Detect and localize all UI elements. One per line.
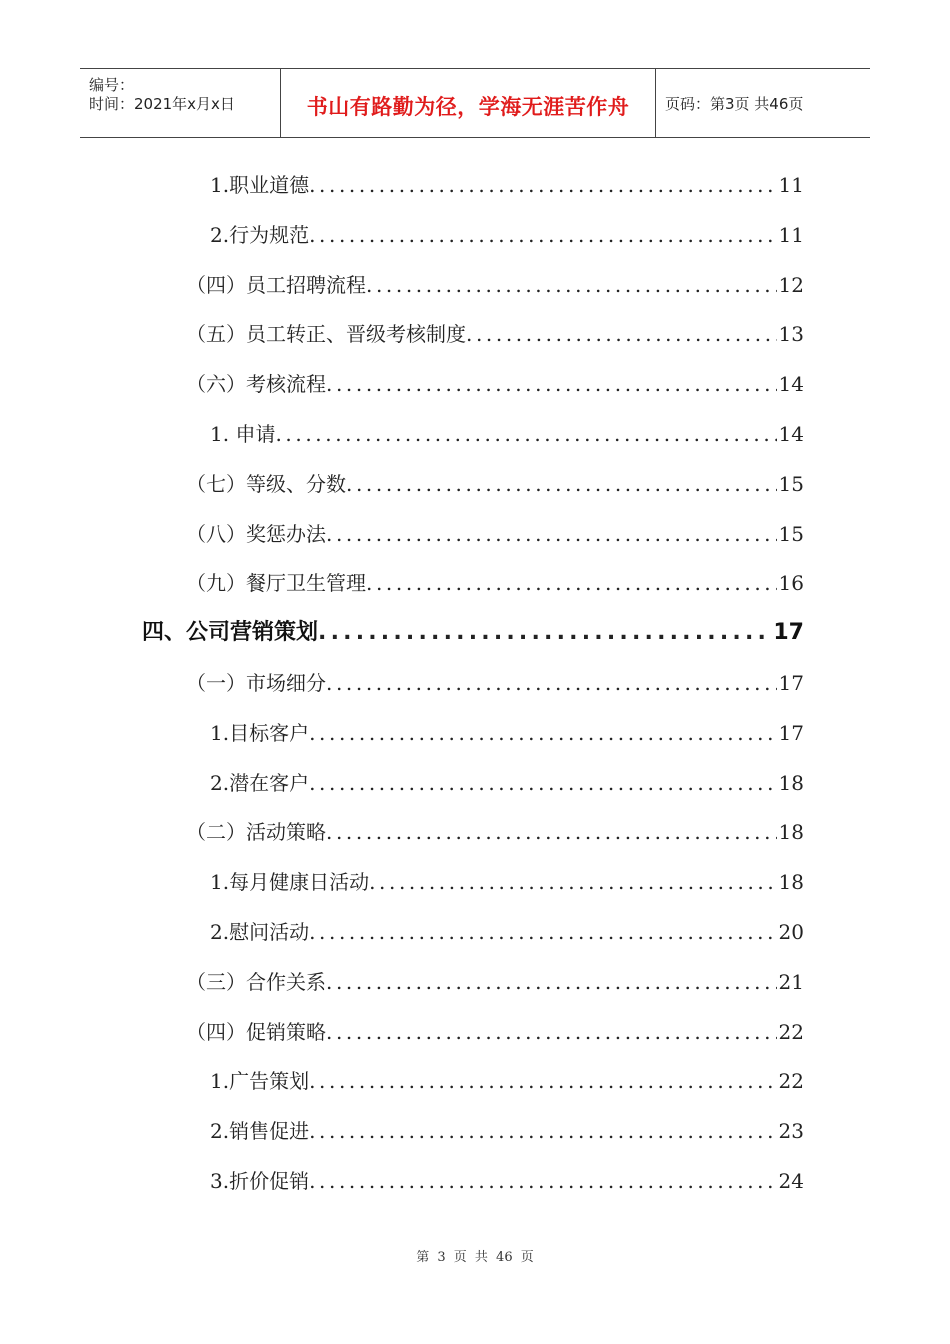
toc-entry-page: 18 bbox=[778, 820, 804, 844]
header-meta-cell bbox=[80, 69, 281, 137]
toc-entry-page: 11 bbox=[778, 223, 804, 247]
toc-entry-title: 1.广告策划 bbox=[210, 1069, 310, 1093]
document-number-label: 编号： bbox=[89, 76, 135, 94]
toc-entry-title: 3.折价促销 bbox=[210, 1169, 310, 1193]
toc-entry-page: 14 bbox=[778, 422, 804, 446]
document-date: 时间：2021年x月x日 bbox=[89, 95, 235, 113]
toc-dot-leader bbox=[466, 319, 777, 349]
toc-entry-page: 23 bbox=[778, 1119, 804, 1143]
toc-dot-leader bbox=[309, 1116, 776, 1146]
toc-entry-title: 2.慰问活动 bbox=[210, 920, 310, 944]
toc-entry-title: （九）餐厅卫生管理 bbox=[186, 571, 366, 595]
page-header bbox=[80, 68, 870, 138]
toc-entry-page: 21 bbox=[778, 970, 804, 994]
toc-entry[interactable] bbox=[186, 1017, 804, 1047]
toc-entry-title: （三）合作关系 bbox=[186, 970, 326, 994]
toc-entry-title: 四、公司营销策划 bbox=[142, 620, 319, 645]
toc-entry-title: 1.目标客户 bbox=[210, 721, 310, 745]
toc-entry[interactable] bbox=[210, 1166, 804, 1196]
toc-entry-title: （五）员工转正、晋级考核制度 bbox=[186, 322, 466, 346]
toc-entry[interactable] bbox=[210, 220, 804, 250]
toc-entry-page: 22 bbox=[778, 1069, 804, 1093]
toc-entry[interactable] bbox=[186, 568, 804, 598]
toc-entry[interactable] bbox=[142, 618, 804, 648]
toc-dot-leader bbox=[326, 519, 777, 549]
toc-dot-leader bbox=[326, 369, 777, 399]
toc-entry-title: （四）员工招聘流程 bbox=[186, 273, 366, 297]
toc-entry[interactable] bbox=[186, 469, 804, 499]
toc-entry-page: 17 bbox=[778, 721, 804, 745]
toc-dot-leader bbox=[275, 419, 776, 449]
toc-dot-leader bbox=[309, 1166, 776, 1196]
toc-entry-title: （一）市场细分 bbox=[186, 671, 326, 695]
toc-entry-title: （八）奖惩办法 bbox=[186, 522, 326, 546]
toc-entry-title: （二）活动策略 bbox=[186, 820, 326, 844]
toc-dot-leader bbox=[318, 618, 771, 648]
toc-dot-leader bbox=[326, 668, 777, 698]
toc-dot-leader bbox=[346, 469, 777, 499]
toc-entry-page: 17 bbox=[773, 620, 804, 645]
toc-dot-leader bbox=[309, 718, 776, 748]
toc-entry[interactable] bbox=[210, 718, 804, 748]
toc-dot-leader bbox=[309, 220, 776, 250]
toc-entry-title: 2.行为规范 bbox=[210, 223, 310, 247]
toc-entry-page: 22 bbox=[778, 1020, 804, 1044]
header-motto: 书山有路勤为径，学海无涯苦作舟 bbox=[306, 95, 630, 119]
toc-entry[interactable] bbox=[210, 1116, 804, 1146]
toc-entry-title: （四）促销策略 bbox=[186, 1020, 326, 1044]
toc-entry[interactable] bbox=[186, 967, 804, 997]
toc-entry-page: 14 bbox=[778, 372, 804, 396]
toc-entry-page: 15 bbox=[778, 522, 804, 546]
toc-dot-leader bbox=[326, 967, 777, 997]
header-motto-cell bbox=[281, 69, 656, 137]
toc-entry-page: 13 bbox=[778, 322, 804, 346]
toc-entry[interactable] bbox=[210, 419, 804, 449]
toc-dot-leader bbox=[309, 917, 776, 947]
toc-entry-page: 24 bbox=[778, 1169, 804, 1193]
toc-entry-page: 16 bbox=[778, 571, 804, 595]
toc-entry-page: 18 bbox=[778, 771, 804, 795]
toc-entry-page: 20 bbox=[778, 920, 804, 944]
toc-entry-page: 12 bbox=[778, 273, 804, 297]
toc-entry[interactable] bbox=[186, 519, 804, 549]
toc-entry-title: （六）考核流程 bbox=[186, 372, 326, 396]
toc-entry-title: 1. 申请 bbox=[210, 422, 276, 446]
toc-entry-title: 1.每月健康日活动 bbox=[210, 870, 370, 894]
toc-dot-leader bbox=[366, 270, 777, 300]
toc-entry-page: 17 bbox=[778, 671, 804, 695]
toc-entry[interactable] bbox=[186, 668, 804, 698]
toc-dot-leader bbox=[309, 1066, 776, 1096]
toc-entry[interactable] bbox=[186, 270, 804, 300]
toc-dot-leader bbox=[326, 1017, 777, 1047]
toc-entry-title: 2.销售促进 bbox=[210, 1119, 310, 1143]
toc-entry[interactable] bbox=[210, 768, 804, 798]
toc-dot-leader bbox=[309, 170, 776, 200]
toc-entry-title: （七）等级、分数 bbox=[186, 472, 346, 496]
toc-entry-page: 11 bbox=[778, 173, 804, 197]
page-footer: 第 3 页 共 46 页 bbox=[416, 1250, 534, 1265]
header-page-cell bbox=[656, 69, 870, 137]
toc-entry[interactable] bbox=[186, 817, 804, 847]
toc-entry[interactable] bbox=[210, 917, 804, 947]
toc-entry-title: 2.潜在客户 bbox=[210, 771, 310, 795]
toc-entry[interactable] bbox=[186, 319, 804, 349]
toc-dot-leader bbox=[369, 867, 776, 897]
toc-dot-leader bbox=[309, 768, 776, 798]
toc-dot-leader bbox=[366, 568, 777, 598]
toc-entry[interactable] bbox=[210, 867, 804, 897]
toc-entry-title: 1.职业道德 bbox=[210, 173, 310, 197]
toc-entry[interactable] bbox=[210, 1066, 804, 1096]
header-page-info: 页码：第3页 共46页 bbox=[665, 95, 804, 113]
toc-dot-leader bbox=[326, 817, 777, 847]
toc-entry[interactable] bbox=[210, 170, 804, 200]
toc-entry-page: 18 bbox=[778, 870, 804, 894]
toc-entry[interactable] bbox=[186, 369, 804, 399]
toc-entry-page: 15 bbox=[778, 472, 804, 496]
